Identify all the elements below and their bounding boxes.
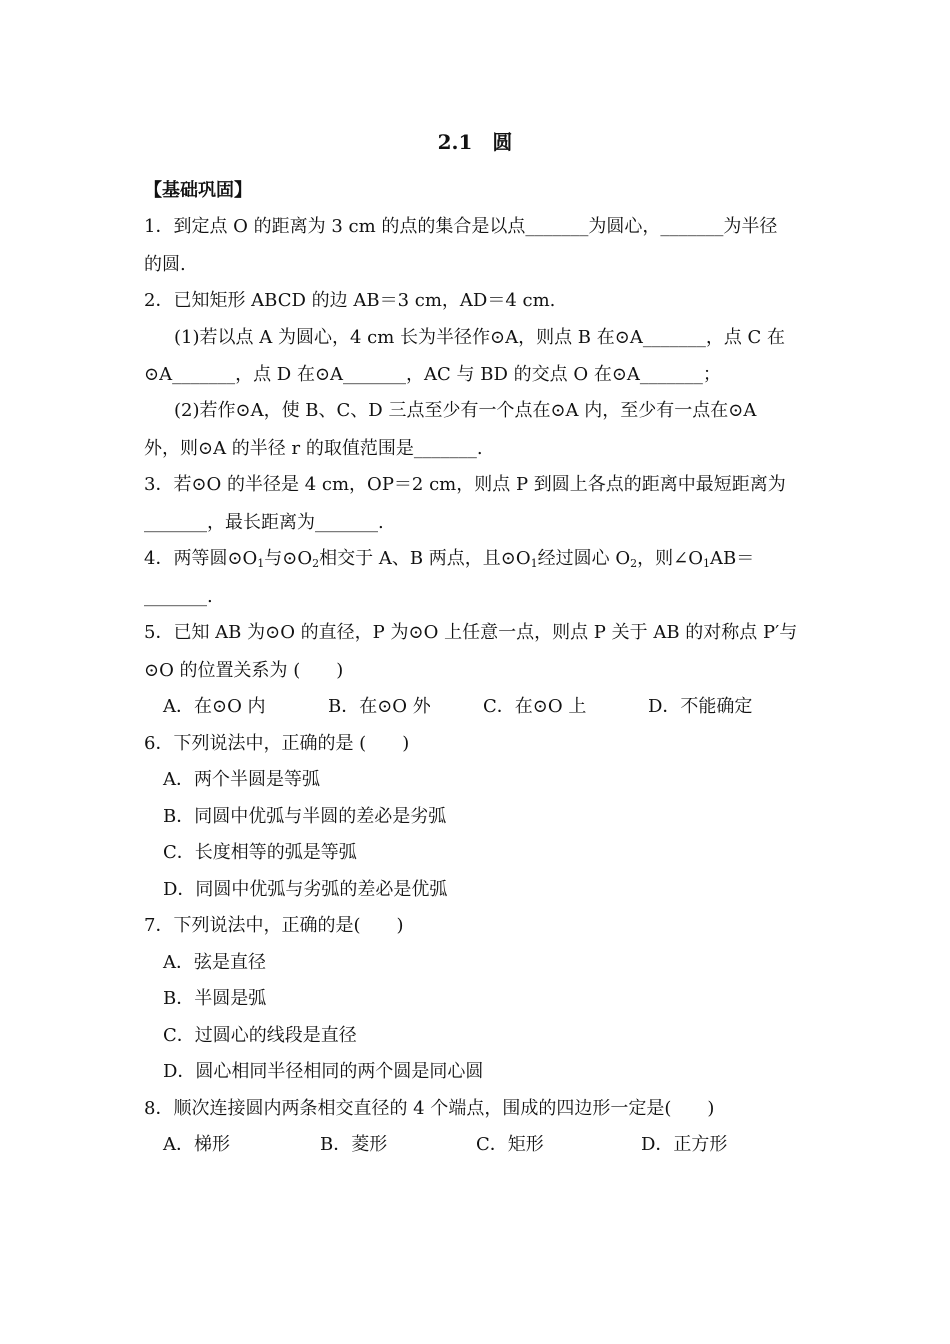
subscript: 1 <box>257 557 265 570</box>
option-a: A．弦是直径 <box>163 952 266 973</box>
question-2-part-2-line-1: (2)若作⊙A，使 B、C、D 三点至少有一个点在⊙A 内，至少有一点在⊙A <box>174 400 757 421</box>
option-b: B．半圆是弧 <box>163 988 267 1009</box>
question-5-line-2: ⊙O 的位置关系为 ( ) <box>144 660 344 681</box>
question-5-line-1: 5．已知 AB 为⊙O 的直径，P 为⊙O 上任意一点，则点 P 关于 AB 的对称点 P′与 <box>144 622 798 643</box>
question-7-stem: 7．下列说法中，正确的是( ) <box>144 915 404 936</box>
question-3-line-2: _______，最长距离为_______. <box>144 512 384 533</box>
question-4-text-f: AB＝ <box>709 548 755 569</box>
option-b: B．同圆中优弧与半圆的差必是劣弧 <box>163 806 447 827</box>
option-d: D．正方形 <box>641 1134 728 1155</box>
question-4-text-c: 相交于 A、B 两点，且⊙O <box>319 548 531 569</box>
subscript: 2 <box>312 557 320 570</box>
question-4-text-a: 4．两等圆⊙O <box>144 548 258 569</box>
question-2-stem: 2．已知矩形 ABCD 的边 AB＝3 cm，AD＝4 cm. <box>144 290 556 311</box>
option-a: A．梯形 <box>163 1134 230 1155</box>
subscript: 1 <box>530 557 538 570</box>
page-title: 2.1 圆 <box>437 130 513 154</box>
section-heading: 【基础巩固】 <box>144 180 252 201</box>
option-c: C．在⊙O 上 <box>483 696 587 717</box>
question-2-part-1-line-1: (1)若以点 A 为圆心，4 cm 长为半径作⊙A，则点 B 在⊙A_______，点 C 在 <box>174 327 786 348</box>
option-c: C．矩形 <box>476 1134 544 1155</box>
question-3-line-1: 3．若⊙O 的半径是 4 cm，OP＝2 cm，则点 P 到圆上各点的距离中最短距离为 <box>144 474 786 495</box>
question-4-text-b: 与⊙O <box>264 548 313 569</box>
question-4-text-e: ，则∠O <box>637 548 703 569</box>
question-2-part-1-line-2: ⊙A_______，点 D 在⊙A_______，AC 与 BD 的交点 O 在⊙A_______； <box>144 364 721 385</box>
subscript: 1 <box>702 557 710 570</box>
question-4-text-d: 经过圆心 O <box>537 548 631 569</box>
question-4-line-1 <box>144 546 754 572</box>
question-6-stem: 6．下列说法中，正确的是 ( ) <box>144 733 410 754</box>
question-8-stem: 8．顺次连接圆内两条相交直径的 4 个端点，围成的四边形一定是( ) <box>144 1098 715 1119</box>
option-c: C．过圆心的线段是直径 <box>163 1025 357 1046</box>
option-a: A．在⊙O 内 <box>163 696 266 717</box>
option-b: B．菱形 <box>320 1134 388 1155</box>
subscript: 2 <box>630 557 638 570</box>
option-b: B．在⊙O 外 <box>328 696 431 717</box>
option-d: D．圆心相同半径相同的两个圆是同心圆 <box>163 1061 484 1082</box>
option-d: D．同圆中优弧与劣弧的差必是优弧 <box>163 879 448 900</box>
question-1-line-1: 1．到定点 O 的距离为 3 cm 的点的集合是以点_______为圆心，_______为半径 <box>144 216 778 237</box>
option-a: A．两个半圆是等弧 <box>163 769 320 790</box>
question-4-line-2: _______. <box>144 586 213 607</box>
option-c: C．长度相等的弧是等弧 <box>163 842 357 863</box>
question-1-line-2: 的圆. <box>144 254 186 275</box>
question-2-part-2-line-2: 外，则⊙A 的半径 r 的取值范围是_______. <box>144 438 483 459</box>
option-d: D．不能确定 <box>648 696 753 717</box>
